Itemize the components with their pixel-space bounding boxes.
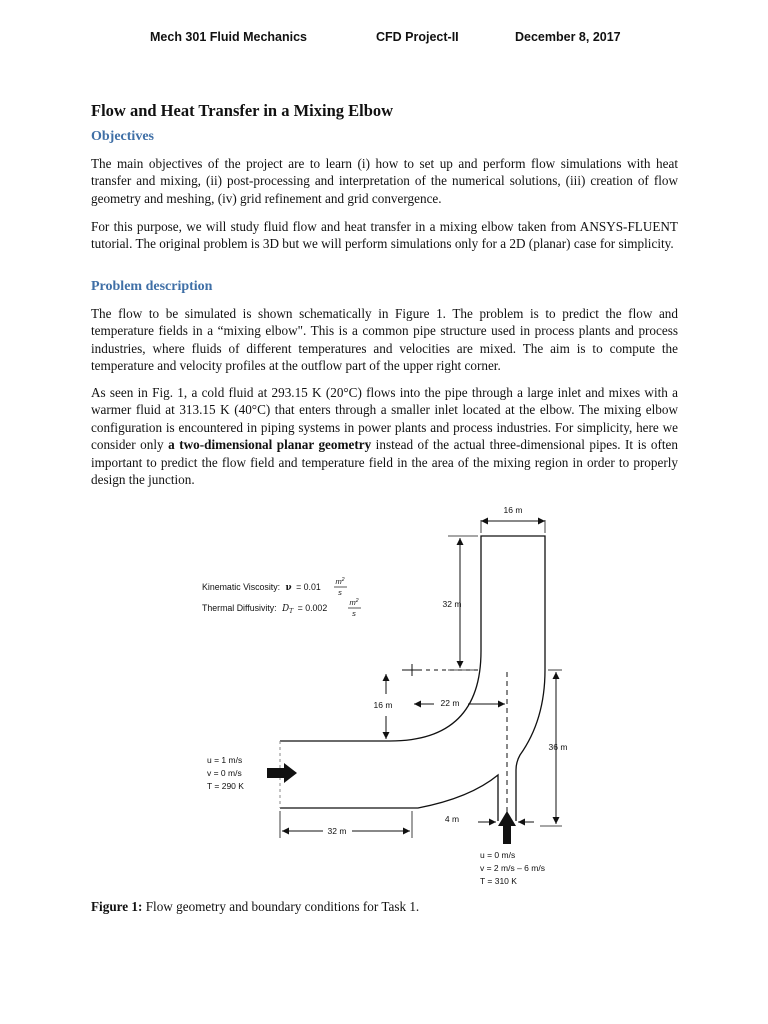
problem-paragraph-2-text-b: instead of the actual three-dimensional pipes. It is often important to predict the flow field and temperature field in the area of the mixing region in order to properly design the junction. xyxy=(91,437,678,488)
viscosity-value: = 0.01 xyxy=(296,582,321,592)
mixing-elbow-figure xyxy=(0,495,768,895)
page-header xyxy=(0,30,768,48)
diffusivity-unit-denominator: s xyxy=(352,609,356,618)
objectives-paragraph-1: The main objectives of the project are to learn (i) how to set up and perform flow simulations with heat transfer and mixing, (ii) post-processing and interpretation of the numerical solutions, (iii) creation of flow geometry and meshing, (iv) grid refinement and grid convergence. xyxy=(91,156,678,206)
diffusivity-symbol: D xyxy=(282,604,290,614)
problem-heading: Problem description xyxy=(91,279,213,294)
figure-caption-text: Flow geometry and boundary conditions for Task 1. xyxy=(142,899,420,914)
arc-center-mark xyxy=(406,664,418,676)
problem-paragraph-1: The flow to be simulated is shown schematically in Figure 1. The problem is to predict the flow and temperature fields in a “mixing elbow". This is a common pipe structure used in process plants and process industries, where fluids of different temperatures and velocities are mixed. The aim is to compute the temperature and velocity profiles at the outflow part of the upper right corner. xyxy=(91,306,678,374)
diffusivity-unit-numerator: $m^2$ xyxy=(349,598,359,607)
viscosity-label: Kinematic Viscosity: xyxy=(202,582,281,592)
elbow-inner-wall xyxy=(280,775,498,821)
problem-paragraph-2 xyxy=(91,384,678,488)
left-inlet-arrow-icon xyxy=(267,763,297,783)
viscosity-unit-denominator: s xyxy=(338,588,342,597)
left-inlet-u: u = 1 m/s xyxy=(207,755,243,765)
diffusivity-value: = 0.002 xyxy=(297,603,328,613)
left-inlet-v: v = 0 m/s xyxy=(207,768,242,778)
diffusivity-subscript: T xyxy=(289,608,294,615)
bottom-inlet-u: u = 0 m/s xyxy=(480,850,516,860)
dim-top-width-label: 16 m xyxy=(503,505,523,515)
header-project: CFD Project-II xyxy=(376,30,459,44)
dim-radius-label: 22 m xyxy=(440,698,460,708)
figure-caption-label: Figure 1: xyxy=(91,899,143,914)
objectives-heading: Objectives xyxy=(91,129,154,144)
dim-small-inlet-label: 4 m xyxy=(444,814,460,824)
problem-paragraph-2-bold: a two-dimensional planar geometry xyxy=(168,437,372,453)
objectives-paragraph-2: For this purpose, we will study fluid flow and heat transfer in a mixing elbow taken from ANSYS-FLUENT tutorial. The original problem is 3D but we will perform simulations only for a 2D (planar) case for simplicity. xyxy=(91,219,678,252)
bottom-inlet-v: v = 2 m/s – 6 m/s xyxy=(480,863,545,873)
bottom-inlet-t: T = 310 K xyxy=(480,876,517,886)
elbow-outer-wall xyxy=(280,536,545,821)
bottom-inlet-arrow-icon xyxy=(498,811,516,844)
dim-right-height-label: 36 m xyxy=(548,742,568,752)
document-title: Flow and Heat Transfer in a Mixing Elbow xyxy=(91,101,394,120)
left-inlet-t: T = 290 K xyxy=(207,781,244,791)
problem-paragraph-2-text-a: As seen in Fig. 1, a cold fluid at 293.15 K (20°C) flows into the pipe through a large inlet and mixes with a warmer fluid at 313.15 K (40°C) that enters through a smaller inlet located at the elbow. The mixing elbow configuration is encountered in piping systems in power plants and process industries. For simplicity, here we consider only xyxy=(91,385,678,453)
viscosity-symbol: ν xyxy=(285,583,292,593)
diffusivity-label: Thermal Diffusivity: xyxy=(202,603,277,613)
dim-outlet-height-label: 32 m xyxy=(442,599,462,609)
viscosity-unit-numerator: $m^2$ xyxy=(335,577,345,586)
dim-inlet-height-label: 16 m xyxy=(373,700,393,710)
dim-bottom-length-label: 32 m xyxy=(327,826,347,836)
header-date: December 8, 2017 xyxy=(515,30,621,44)
figure-caption xyxy=(91,899,419,915)
diffusivity-text xyxy=(202,603,327,615)
viscosity-text xyxy=(202,582,321,593)
header-course: Mech 301 Fluid Mechanics xyxy=(150,30,307,44)
